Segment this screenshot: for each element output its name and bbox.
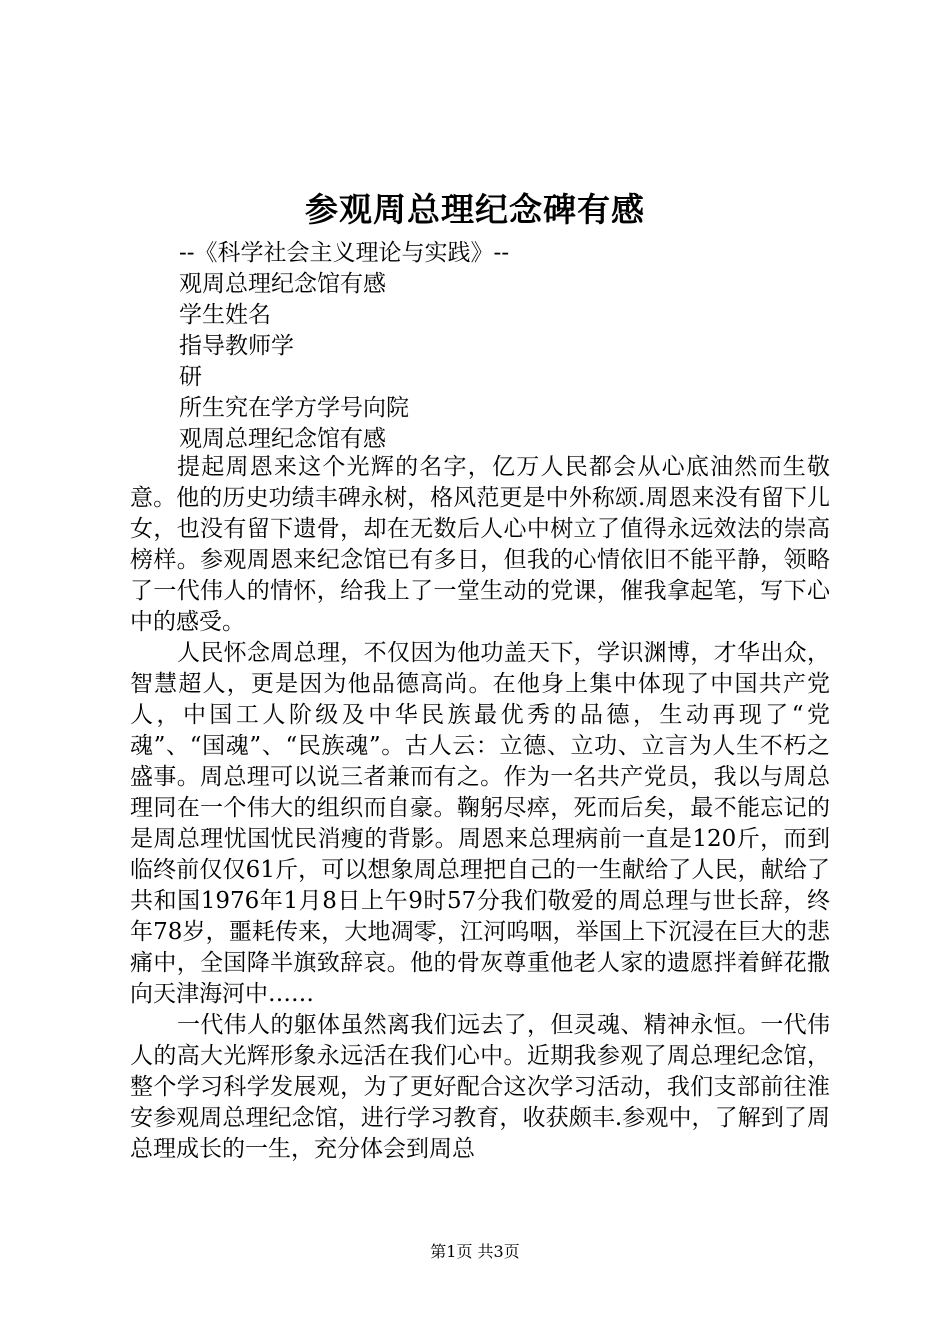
page-number-footer: 第1页 共3页 [430,1242,520,1261]
section-heading: 观周总理纪念馆有感 [179,426,386,452]
course-line: --《科学社会主义理论与实践》-- [179,240,510,266]
institute-line: 所生究在学方学号向院 [179,395,409,421]
paragraph: 提起周恩来这个光辉的名字，亿万人民都会从心底油然而生敬意。他的历史功绩丰碑永树，格风范更是中外称颂.周恩来没有留下儿女，也没有留下遗骨，却在无数后人心中树立了值得永远效法的崇高榜样。参观周恩来纪念馆已有多日，但我的心情依旧不能平静，领略了一代伟人的情怀，给我上了一堂生动的党课，催我拿起笔，写下心中的感受。 [130,454,830,635]
advisor-line: 指导教师学 [179,333,294,359]
paragraph: 人民怀念周总理，不仅因为他功盖天下，学识渊博，才华出众，智慧超人，更是因为他品德高尚。在他身上集中体现了中国共产党人，中国工人阶级及中华民族最优秀的品德，生动再现了“党魂”、“国魂”、“民族魂”。古人云：立德、立功、立言为人生不朽之盛事。周总理可以说三者兼而有之。作为一名共产党员，我以与周总理同在一个伟大的组织而自豪。鞠躬尽瘁，死而后矣，最不能忘记的是周总理忧国忧民消瘦的背影。周恩来总理病前一直是120斤，而到临终前仅仅61斤，可以想象周总理把自己的一生献给了人民，献给了共和国1976年1月8日上午9时57分我们敬爱的周总理与世长辞，终年78岁，噩耗传来，大地凋零，江河呜咽，举国上下沉浸在巨大的悲痛中，全国降半旗致辞哀。他的骨灰尊重他老人家的遗愿拌着鲜花撒向天津海河中…… [130,640,830,1007]
meta-fragment-line: 研 [179,364,202,390]
document-title: 参观周总理纪念碑有感 [305,190,645,229]
document-meta [179,238,859,455]
subtitle-line: 观周总理纪念馆有感 [179,271,386,297]
paragraph: 一代伟人的躯体虽然离我们远去了，但灵魂、精神永恒。一代伟人的高大光辉形象永远活在我们心中。近期我参观了周总理纪念馆，整个学习科学发展观，为了更好配合这次学习活动，我们支部前往淮安参观周总理纪念馆，进行学习教育，收获颇丰.参观中，了解到了周总理成长的一生，充分体会到周总 [130,1012,830,1162]
document-body [130,452,830,1165]
student-name-line: 学生姓名 [179,302,271,328]
